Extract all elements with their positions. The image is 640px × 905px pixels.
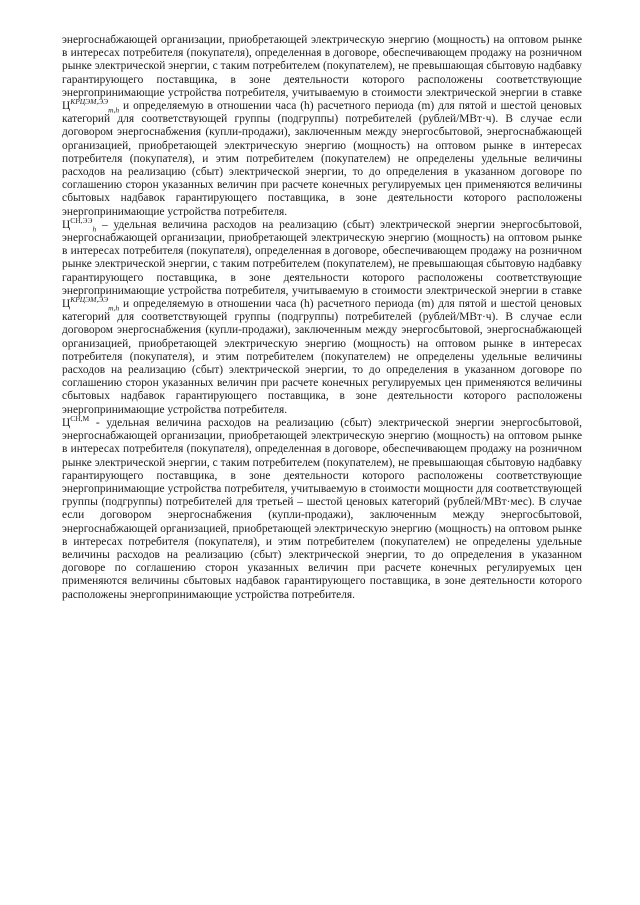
paragraph-2-symbol-sub: h [92, 224, 97, 234]
paragraph-1-formula-sup: КРЦЭМ,ЭЭ [70, 97, 109, 107]
paragraph-1-text-b: и определяемую в отношении часа (h) расчетного периода (m) для пятой и шестой ценовых категорий для соответствующей группы (подгруппы) потребителей (рублей/МВт·ч). В случае если договором энергоснабжения (купли-продажи), заключенным между энергосбытовой, энергоснабжающей организацией, приобретающей электрическую энергию (мощность) на оптовом рынке в интересах потребителя (покупателя), и этим потребителем (покупателем) не определены удельные величины расходов на реализацию (сбыт) электрической энергии, то до определения в указанном договоре по соглашению сторон указанных величин при расчете конечных регулируемых цен применяются величины сбытовых надбавок гарантирующего поставщика, в зоне деятельности которого расположены энергопринимающие устройства потребителя. [62, 100, 582, 218]
paragraph-3 [62, 414, 582, 602]
paragraph-2-text-a: – удельная величина расходов на реализацию (сбыт) электрической энергии энергосбытовой, энергоснабжающей организации, приобретающей электрическую энергию (мощность) на оптовом рынке в интересах потребителя (покупателя), определенная в договоре, обеспечивающем продажу на розничном рынке электрической энергии, с таким потребителем (покупателем), не превышающая сбытовую надбавку гарантирующего поставщика, в зоне деятельности которого расположены соответствующие энергопринимающие устройства потребителя, учитываемую в стоимости электрической энергии в ставке Ц [62, 218, 582, 311]
paragraph-2-text-b: и определяемую в отношении часа (h) расчетного периода (m) для пятой и шестой ценовых категорий для соответствующей группы (подгруппы) потребителей (рублей/МВт·ч). В случае если договором энергоснабжения (купли-продажи), заключенным между энергосбытовой, энергоснабжающей организацией, приобретающей электрическую энергию (мощность) на оптовом рынке в интересах потребителя (покупателя), и этим потребителем (покупателем) не определены удельные величины расходов на реализацию (сбыт) электрической энергии, то до определения в указанном договоре по соглашению сторон указанных величин при расчете конечных регулируемых цен применяются величины сбытовых надбавок гарантирующего поставщика, в зоне деятельности которого расположены энергопринимающие устройства потребителя. [62, 298, 582, 416]
paragraph-2-symbol-sup: СН,ЭЭ [70, 216, 93, 226]
document-page [62, 34, 582, 602]
paragraph-2-formula-sub: m,h [108, 303, 120, 313]
paragraph-2 [62, 216, 582, 417]
paragraph-2-formula-sup: КРЦЭМ,ЭЭ [70, 295, 109, 305]
paragraph-1-formula-sub: m,h [108, 105, 120, 115]
paragraph-3-symbol-sup: СН,М [70, 414, 90, 424]
paragraph-1 [62, 34, 582, 219]
paragraph-2-symbol: Ц [62, 218, 71, 231]
paragraph-1-text-a: энергоснабжающей организации, приобретающей электрическую энергию (мощность) на оптовом рынке в интересах потребителя (покупателя), определенная в договоре, обеспечивающем продажу на розничном рынке электрической энергии, с таким потребителем (покупателем), не превышающая сбытовую надбавку гарантирующего поставщика, в зоне деятельности которого расположены соответствующие энергопринимающие устройства потребителя, учитываемую в стоимости электрической энергии в ставке Ц [62, 34, 582, 113]
paragraph-3-text-a: - удельная величина расходов на реализацию (сбыт) электрической энергии энергосбытовой, энергоснабжающей организации, приобретающей электрическую энергию (мощность) на оптовом рынке в интересах потребителя (покупателя), определенная в договоре, обеспечивающем продажу на розничном рынке электрической энергии, с таким потребителем (покупателем), не превышающая сбытовую надбавку гарантирующего поставщика, в зоне деятельности которого расположены соответствующие энергопринимающие устройства потребителя, учитываемую в стоимости мощности для соответствующей группы (подгруппы) потребителей для третьей – шестой ценовых категорий (рублей/МВт·мес). В случае если договором энергоснабжения (купли-продажи), заключенным между энергосбытовой, энергоснабжающей организацией, приобретающей электрическую энергию (мощность) на оптовом рынке в интересах потребителя (покупателя), и этим потребителем (покупателем) не определены удельные величины расходов на реализацию (сбыт) электрической энергии, то до определения в указанном договоре по соглашению сторон указанных величин при расчете конечных регулируемых цен применяются величины сбытовых надбавок гарантирующего поставщика, в зоне деятельности которого расположены энергопринимающие устройства потребителя. [62, 416, 582, 601]
paragraph-3-symbol: Ц [62, 416, 71, 429]
